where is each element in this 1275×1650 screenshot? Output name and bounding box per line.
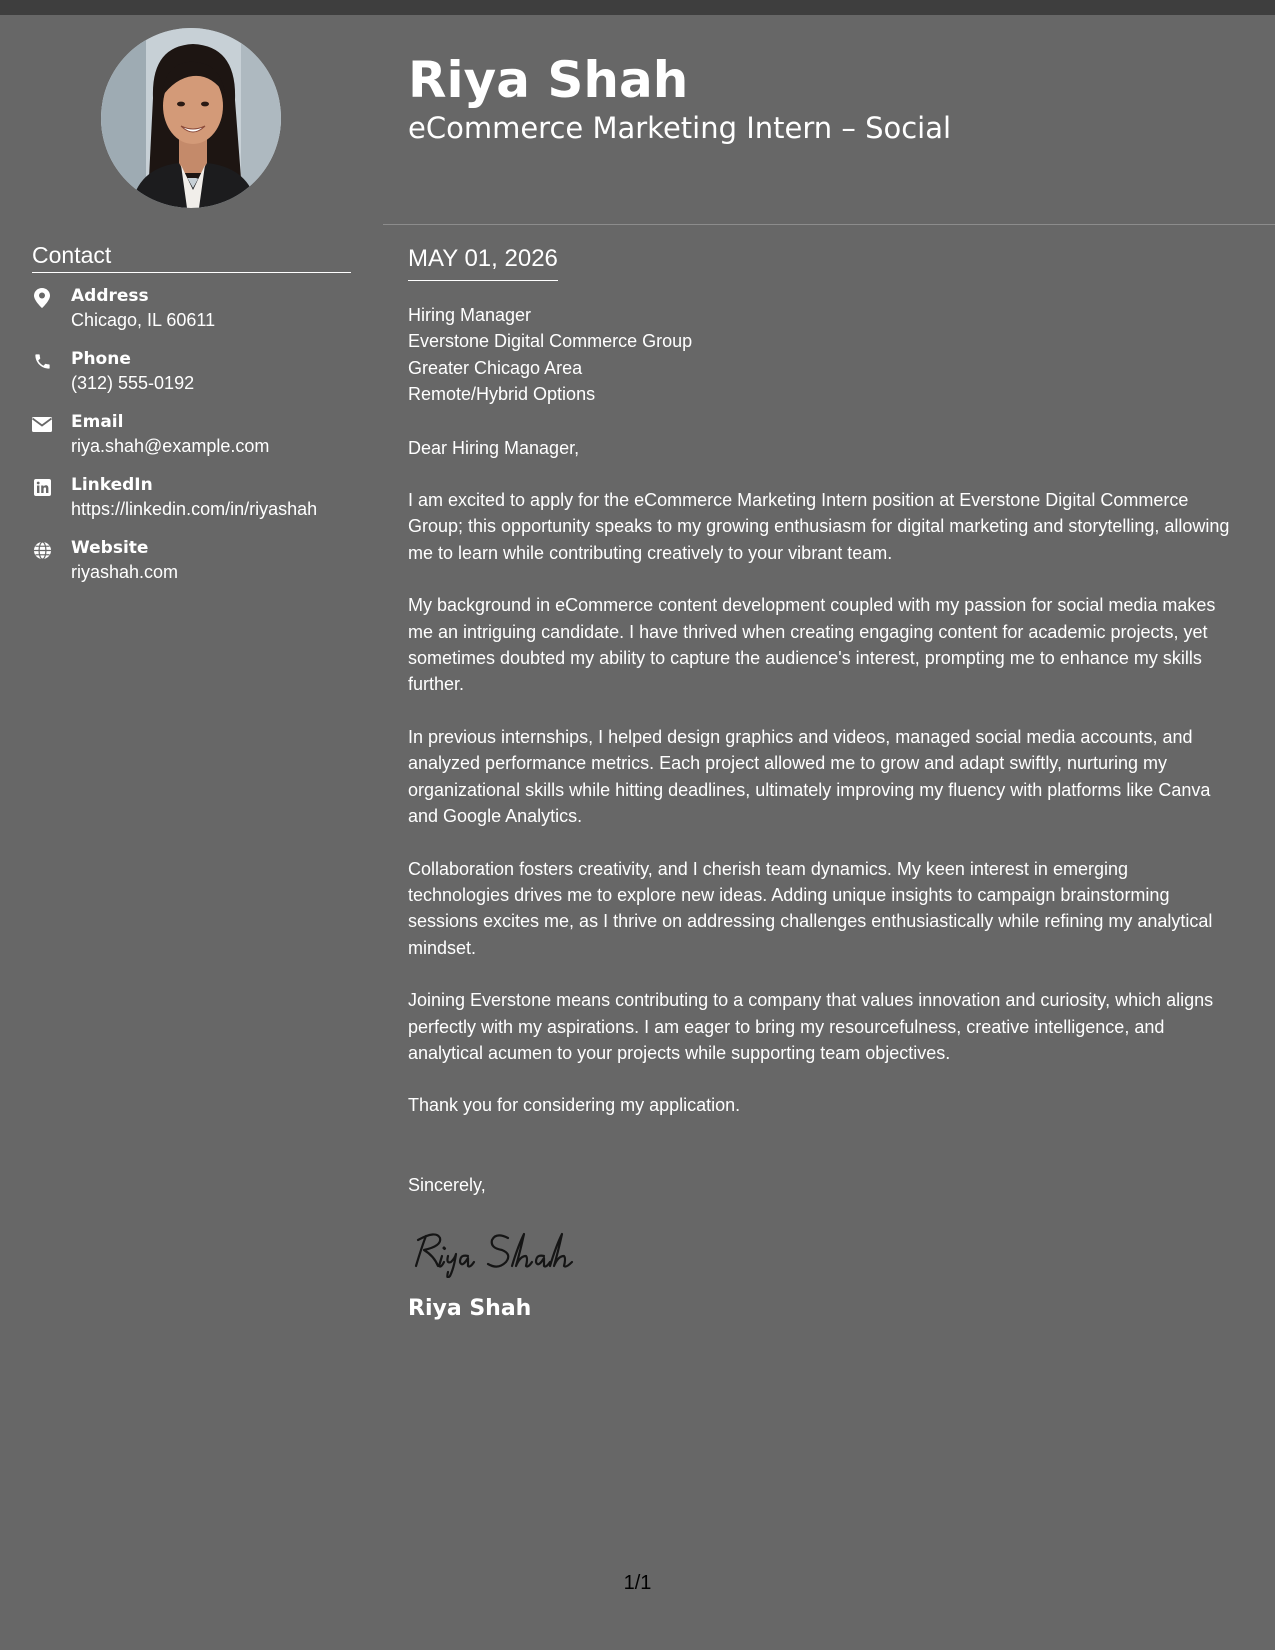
phone-icon xyxy=(32,351,52,371)
contact-label: Website xyxy=(71,538,149,558)
linkedin-link[interactable]: https://linkedin.com/in/riyashah xyxy=(71,499,318,519)
recipient-line: Hiring Manager xyxy=(408,305,532,325)
contact-value: (312) 555-0192 xyxy=(71,373,195,393)
contact-label: Address xyxy=(71,286,149,306)
letter-paragraph: My background in eCommerce content development coupled with my passion for social media makes me an intriguing candidate. I have thrived when creating engaging content for academic projects, yet sometimes doubted my ability to capture the audience's interest, prompting me to enhance my skills further. xyxy=(408,595,1216,695)
contact-label: Email xyxy=(71,412,124,432)
handwritten-signature xyxy=(408,1226,1230,1278)
letter-paragraph: In previous internships, I helped design graphics and videos, managed social media accounts, and analyzed performance metrics. Each project allowed me to grow and adapt swiftly, nurturing my organizational skills while hitting deadlines, ultimately improving my fluency with platforms like Canva and Google Analytics. xyxy=(408,726,1211,827)
contact-label: LinkedIn xyxy=(71,475,153,495)
contact-label: Phone xyxy=(71,349,131,369)
letter-body xyxy=(408,302,1230,1324)
contact-value: Chicago, IL 60611 xyxy=(71,310,216,330)
contact-value: riya.shah@example.com xyxy=(71,436,270,456)
signer-name: Riya Shah xyxy=(408,1296,532,1322)
website-link[interactable]: riyashah.com xyxy=(71,562,179,582)
contact-item-linkedin xyxy=(32,473,352,536)
job-title: eCommerce Marketing Intern – Social xyxy=(408,111,952,145)
letter-paragraph: Collaboration fosters creativity, and I cherish team dynamics. My keen interest in emerging technologies drives me to explore new ideas. Adding unique insights to campaign brainstorming sessions excites me, as I thrive on addressing challenges enthusiastically while refining my analytical mindset. xyxy=(408,858,1213,958)
contact-item-email xyxy=(32,410,352,473)
letter-paragraph: Joining Everstone means contributing to a company that values innovation and curiosity, which aligns perfectly with my aspirations. I am eager to bring my resourcefulness, creative intelligence, and analytical acumen to your projects while supporting team objectives. xyxy=(408,990,1214,1063)
page-number: 1/1 xyxy=(623,1572,652,1594)
linkedin-icon xyxy=(32,477,52,497)
recipient-line: Remote/Hybrid Options xyxy=(408,384,596,405)
closing: Sincerely, xyxy=(408,1174,486,1195)
recipient-block xyxy=(408,302,1230,408)
recipient-line: Greater Chicago Area xyxy=(408,357,583,378)
contact-list xyxy=(32,284,352,599)
envelope-icon xyxy=(32,414,52,434)
salutation: Dear Hiring Manager, xyxy=(408,437,580,458)
profile-photo xyxy=(101,28,281,208)
globe-icon xyxy=(32,540,52,560)
letter-date: MAY 01, 2026 xyxy=(408,244,558,281)
candidate-name: Riya Shah xyxy=(408,51,689,109)
header-divider xyxy=(383,224,1275,225)
contact-item-website xyxy=(32,536,352,599)
recipient-line: Everstone Digital Commerce Group xyxy=(408,331,693,352)
contact-item-address xyxy=(32,284,352,347)
top-bar xyxy=(0,0,1275,15)
letter-paragraph: I am excited to apply for the eCommerce Marketing Intern position at Everstone Digital Commerce Group; this opportunity speaks to my growing enthusiasm for digital marketing and storytelling, allowing me to learn while contributing creatively to your vibrant team. xyxy=(408,490,1230,563)
map-pin-icon xyxy=(32,288,52,308)
letter-paragraph: Thank you for considering my application. xyxy=(408,1095,741,1116)
contact-item-phone xyxy=(32,347,352,410)
contact-heading: Contact xyxy=(32,242,351,273)
